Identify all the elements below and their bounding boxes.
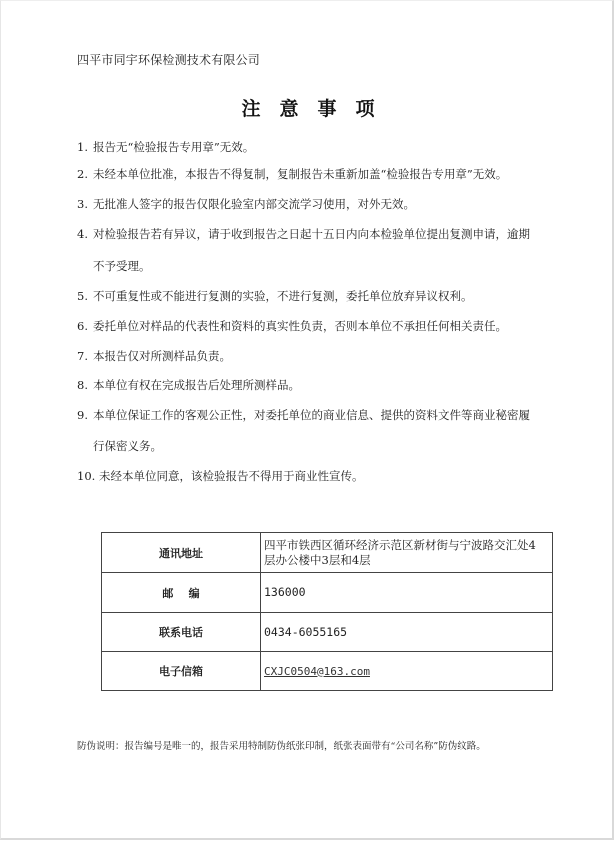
notice-text: 行保密义务。 (93, 439, 162, 453)
notice-text: 不可重复性或不能进行复测的实验，不进行复测，委托单位放弃异议权利。 (93, 289, 473, 303)
notice-number: 4. (77, 227, 88, 241)
notice-text: 报告无“检验报告专用章”无效。 (93, 140, 255, 154)
postcode-label: 邮 编 (102, 573, 261, 613)
table-row-email (102, 652, 553, 691)
phone-value: 0434-6055165 (261, 613, 553, 652)
notice-item-9-continued (77, 438, 162, 454)
notice-number: 5. (77, 289, 88, 303)
table-row-address (102, 533, 553, 573)
notice-item-2 (77, 166, 507, 182)
company-name: 四平市同宇环保检测技术有限公司 (77, 53, 261, 67)
notice-number: 6. (77, 319, 88, 333)
notice-number: 2. (77, 167, 88, 181)
address-line-1: 四平市铁西区循环经济示范区新材街与宁波路交汇处4 (264, 537, 536, 552)
address-label: 通讯地址 (102, 533, 261, 573)
notice-text: 委托单位对样品的代表性和资料的真实性负责，否则本单位不承担任何相关责任。 (93, 319, 507, 333)
email-cell (261, 652, 553, 691)
notice-item-1 (77, 139, 254, 155)
page-title: 注意事项 (241, 98, 394, 120)
notice-number: 3. (77, 197, 88, 211)
address-value (261, 533, 553, 573)
email-label: 电子信箱 (102, 652, 261, 691)
notice-text: 本单位有权在完成报告后处理所测样品。 (93, 378, 300, 392)
email-link[interactable]: CXJC0504@163.com (264, 664, 370, 678)
notice-text: 未经本单位批准，本报告不得复制，复制报告未重新加盖“检验报告专用章”无效。 (93, 167, 508, 181)
postcode-value: 136000 (261, 573, 553, 613)
notice-item-3 (77, 196, 415, 212)
notice-text: 不予受理。 (93, 259, 151, 273)
table-row-postcode (102, 573, 553, 613)
notice-item-4 (77, 226, 530, 242)
notice-text: 未经本单位同意，该检验报告不得用于商业性宣传。 (99, 469, 364, 483)
notice-number: 9. (77, 408, 88, 422)
notice-number: 1. (77, 140, 88, 154)
notice-item-5 (77, 288, 473, 304)
notice-item-10 (77, 468, 364, 484)
notice-text: 无批准人签字的报告仅限化验室内部交流学习使用，对外无效。 (93, 197, 415, 211)
notice-number: 10. (77, 469, 96, 483)
notice-item-8 (77, 377, 300, 393)
anti-counterfeit-note: 防伪说明：报告编号是唯一的，报告采用特制防伪纸张印制，纸张表面带有“公司名称”防伪纹路。 (77, 741, 486, 752)
table-row-phone (102, 613, 553, 652)
notice-text: 本单位保证工作的客观公正性，对委托单位的商业信息、提供的资料文件等商业秘密履 (93, 408, 530, 422)
notice-text: 对检验报告若有异议，请于收到报告之日起十五日内向本检验单位提出复测申请，逾期 (93, 227, 530, 241)
phone-label: 联系电话 (102, 613, 261, 652)
notice-item-6 (77, 318, 507, 334)
notice-text: 本报告仅对所测样品负责。 (93, 349, 231, 363)
notice-number: 7. (77, 349, 88, 363)
notice-item-7 (77, 348, 231, 364)
notice-item-9 (77, 407, 530, 423)
address-line-2: 层办公楼中3层和4层 (264, 552, 371, 567)
contact-table (101, 532, 553, 691)
notice-number: 8. (77, 378, 88, 392)
notice-item-4-continued (77, 258, 151, 274)
